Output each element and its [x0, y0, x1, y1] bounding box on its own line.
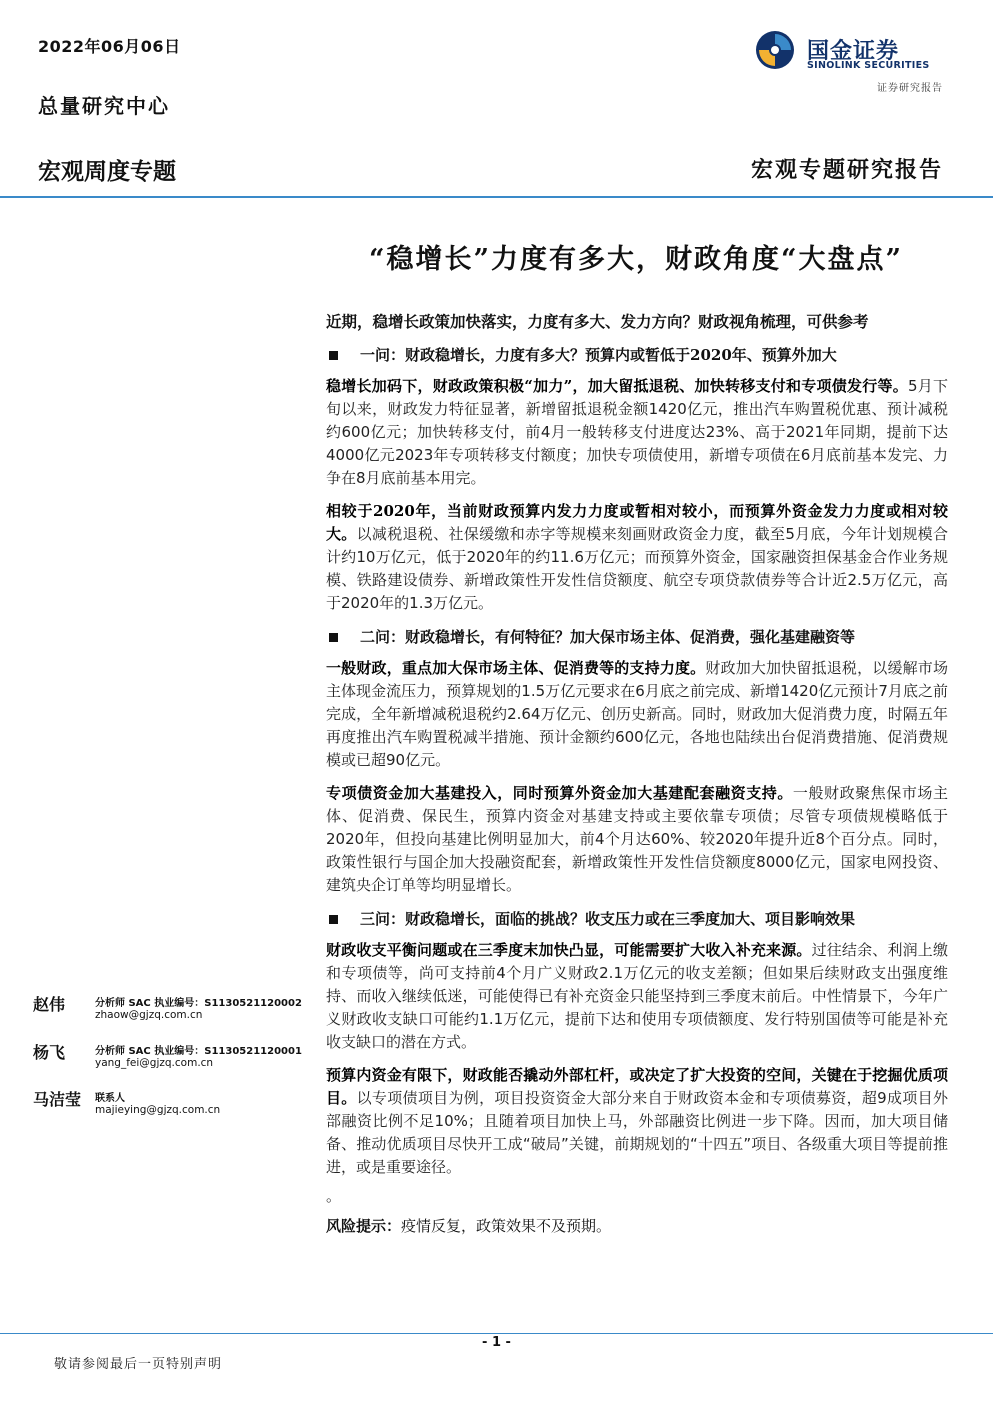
footer-disclaimer: 敬请参阅最后一页特别声明: [54, 1357, 223, 1372]
author-role: 分析师 SAC 执业编号：S1130521120002: [95, 998, 302, 1009]
author-name: 赵伟: [33, 995, 66, 1014]
paragraph: [326, 782, 948, 897]
paragraph: [326, 500, 948, 615]
report-series: 宏观周度专题: [38, 159, 176, 185]
paragraph: [326, 939, 948, 1054]
paragraph: [326, 375, 948, 490]
paragraph-lead: 一般财政，重点加大保市场主体、促消费等的支持力度。: [326, 659, 706, 677]
logo-mark-icon: [755, 30, 795, 70]
paragraph: [326, 657, 948, 772]
section-question: 一问：财政稳增长，力度有多大？预算内或暂低于2020年、预算外加大: [326, 343, 948, 367]
author-email[interactable]: zhaow@gjzq.com.cn: [95, 1009, 203, 1021]
paragraph-body: 一般财政聚焦保市场主体、促消费、保民生，预算内资金对基建支持或主要依靠专项债；尽管专项债规模略低于2020年，但投向基建比例明显加大，前4个月达60%、较2020年提升近8个百分点。同时，政策性银行与国企加大投融资配套，新增政策性开发性信贷额度8000亿元，国家电网投资、建筑央企订单等均明显增长。: [326, 784, 948, 894]
report-date: 2022年06月06日: [38, 37, 181, 56]
research-center: 总量研究中心: [38, 94, 170, 118]
bullet-square-icon: [329, 915, 338, 924]
section-question: 三问：财政稳增长，面临的挑战？收支压力或在三季度加大、项目影响效果: [326, 907, 948, 931]
paragraph-lead: 预算内资金有限下，财政能否撬动外部杠杆，或决定了扩大投资的空间，关键在于挖掘优质项目。: [326, 1066, 948, 1107]
stray-punctuation: 。: [326, 1187, 342, 1205]
company-logo: [755, 30, 943, 78]
logo-name-en: SINOLINK SECURITIES: [807, 60, 930, 71]
paragraph-body: 5月下旬以来，财政发力特征显著，新增留抵退税金额1420亿元，推出汽车购置税优惠、预计减税约600亿元；加快转移支付，前4月一般转移支付进度达23%、高于2021年同期，提前下达4000亿元2023年专项转移支付额度；加快专项债使用，新增专项债在6月底前基本发完、力争在8月底前基本用完。: [326, 377, 948, 487]
author-role: 联系人: [95, 1093, 125, 1104]
risk-text: 疫情反复，政策效果不及预期。: [401, 1217, 612, 1235]
paragraph-body: 财政加大加快留抵退税，以缓解市场主体现金流压力，预算规划的1.5万亿元要求在6月底之前完成、新增1420亿元预计7月底之前完成，全年新增减税退税约2.64万亿元、创历史新高。同时，财政加大促消费力度，时隔五年再度推出汽车购置税减半措施、预计金额约600亿元，各地也陆续出台促消费措施、促消费规模或已超90亿元。: [326, 659, 948, 769]
document-tag: 证券研究报告: [877, 83, 943, 94]
report-summary: [326, 310, 948, 1238]
author-name: 马洁莹: [33, 1090, 82, 1109]
author-email[interactable]: majieying@gjzq.com.cn: [95, 1104, 221, 1116]
paragraph-lead: 相较于2020年，当前财政预算内发力力度或暂相对较小，而预算外资金发力力度或相对较大。: [326, 502, 948, 543]
paragraph-lead: 财政收支平衡问题或在三季度末加快凸显，可能需要扩大收入补充来源。: [326, 941, 812, 959]
page-number: - 1 -: [482, 1335, 511, 1350]
author-name: 杨飞: [33, 1043, 66, 1062]
bullet-square-icon: [329, 351, 338, 360]
header-divider: [0, 196, 993, 198]
author-role: 分析师 SAC 执业编号：S1130521120001: [95, 1046, 302, 1057]
section-question: 二问：财政稳增长，有何特征？加大保市场主体、促消费，强化基建融资等: [326, 625, 948, 649]
report-title: “稳增长”力度有多大，财政角度“大盘点”: [368, 244, 904, 275]
bullet-square-icon: [329, 633, 338, 642]
risk-warning: [326, 1215, 948, 1238]
paragraph: [326, 1064, 948, 1179]
paragraph-lead: 稳增长加码下，财政政策积极“加力”，加大留抵退税、加快转移支付和专项债发行等。: [326, 377, 908, 395]
paragraph-body: 过往结余、利润上缴和专项债等，尚可支持前4个月广义财政2.1万亿元的收支差额；但如果后续财政支出强度维持、而收入继续低迷，可能使得已有补充资金只能坚持到三季度末前后。中性情景下，今年广义财政收支缺口可能约1.1万亿元，提前下达和使用专项债额度、发行特别国债等可能是补充收支缺口的潜在方式。: [326, 941, 948, 1051]
author-email[interactable]: yang_fei@gjzq.com.cn: [95, 1057, 214, 1069]
report-category: 宏观专题研究报告: [750, 157, 943, 183]
intro-line: 近期，稳增长政策加快落实，力度有多大、发力方向？财政视角梳理，可供参考: [326, 312, 869, 331]
paragraph-body: 以减税退税、社保缓缴和赤字等规模来刻画财政资金力度，截至5月底，今年计划规模合计约10万亿元，低于2020年的约11.6万亿元；而预算外资金，国家融资担保基金合作业务规模、铁路建设债券、新增政策性开发性信贷额度、航空专项贷款债券等合计近2.5万亿元，高于2020年的1.3万亿元。: [326, 525, 948, 612]
logo-name-cn: 国金证券: [807, 39, 900, 64]
paragraph-lead: 专项债资金加大基建投入，同时预算外资金加大基建配套融资支持。: [326, 784, 793, 802]
paragraph-body: 以专项债项目为例，项目投资资金大部分来自于财政资本金和专项债募资，超9成项目外部融资比例不足10%；且随着项目加快上马，外部融资比例进一步下降。因而，加大项目储备、推动优质项目尽快开工成“破局”关键，前期规划的“十四五”项目、各级重大项目等提前推进，或是重要途径。: [326, 1089, 948, 1176]
footer-divider: [0, 1333, 993, 1334]
risk-label: 风险提示：: [326, 1217, 402, 1235]
